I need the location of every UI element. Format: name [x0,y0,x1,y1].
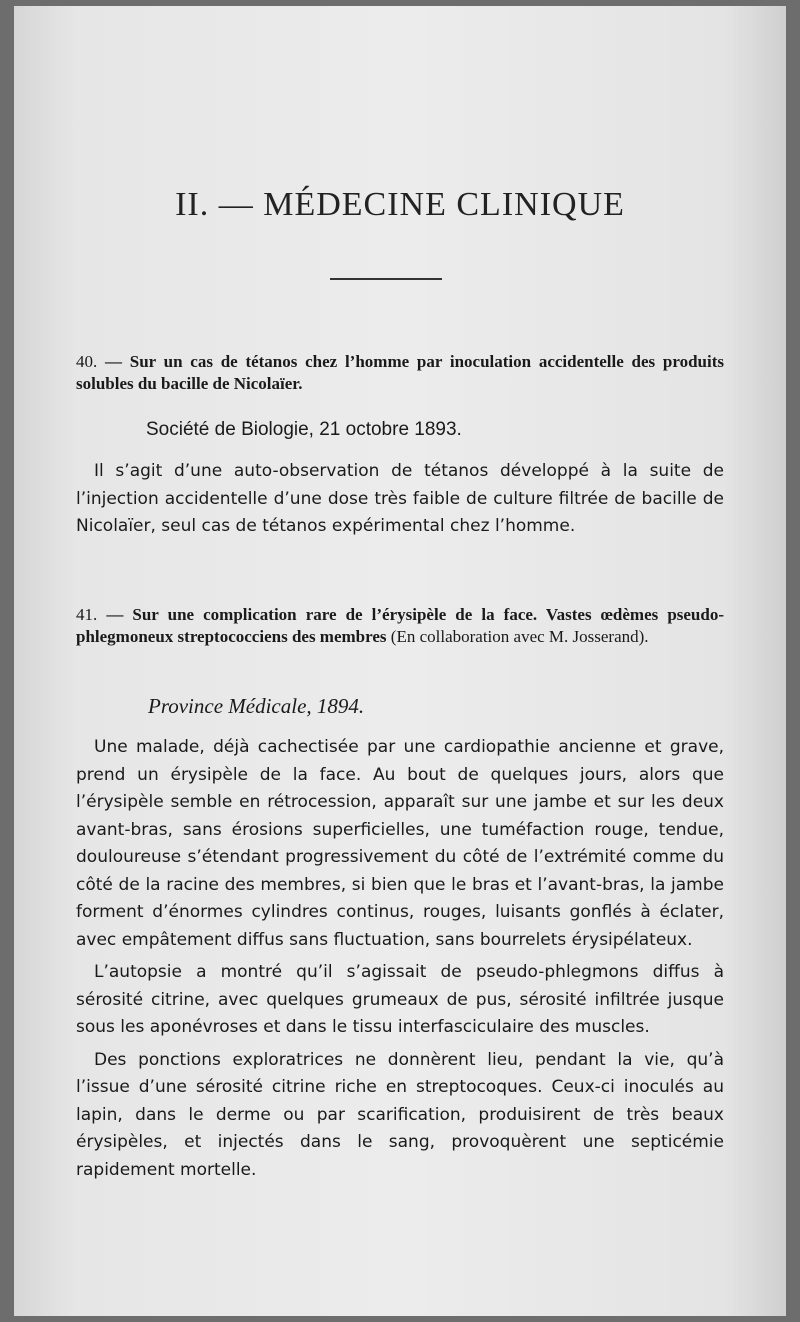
section-title: II. — MÉDECINE CLINIQUE [175,186,625,223]
entry-collaboration: (En collaboration avec M. Josserand). [390,627,649,646]
paragraph: Il s’agit d’une auto-observation de tétanos développé à la suite de l’injection accidentelle d’une dose très faible de culture filtrée de bacille de Nicolaïer, seul cas de tétanos expérimental chez l’homme. [76,461,724,536]
entry-title: — Sur une complication rare de l’érysipèle de la face. Vastes œdèmes pseudo-phlegmoneux streptococciens des membres [76,605,724,646]
entry-40-body [76,458,724,546]
entry-40-heading [76,351,724,395]
entry-number: 41. [76,605,98,624]
entry-title: — Sur un cas de tétanos chez l’homme par inoculation accidentelle des produits solubles du bacille de Nicolaïer. [76,352,724,393]
entry-number: 40. [76,352,98,371]
paragraph: Des ponctions exploratrices ne donnèrent lieu, pendant la vie, qu’à l’issue d’une sérosité citrine riche en streptocoques. Ceux-ci inoculés au lapin, dans le derme ou par scarification, produisirent de très beaux érysipèles, et injectés dans le sang, provoquèrent une septicémie rapidement mortelle. [76,1049,724,1180]
entry-40-source: Société de Biologie, 21 octobre 1893. [146,419,462,440]
paragraph: Une malade, déjà cachectisée par une cardiopathie ancienne et grave, prend un érysipèle de la face. Au bout de quelques jours, alors que l’érysipèle semble en rétrocession, apparaît sur une jambe et sur les deux avant-bras, sans érosions superficielles, une tuméfaction rouge, tendue, douloureuse s’étendant progressivement du côté de l’extrémité comme du côté de la racine des membres, si bien que le bras et l’avant-bras, la jambe forment d’énormes cylindres continus, rouges, luisants gonflés à éclater, avec empâtement diffus sans fluctuation, sans bourrelets érysipélateux. [76,737,724,950]
entry-41-source: Province Médicale, 1894. [148,694,365,718]
paragraph: L’autopsie a montré qu’il s’agissait de pseudo-phlegmons diffus à sérosité citrine, avec quelques grumeaux de pus, sérosité infiltrée jusque sous les aponévroses et dans le tissu interfasciculaire des muscles. [76,962,724,1037]
entry-41-heading [76,604,724,648]
document-page [14,6,786,1316]
title-divider [330,278,442,280]
entry-41-body [76,734,724,1189]
